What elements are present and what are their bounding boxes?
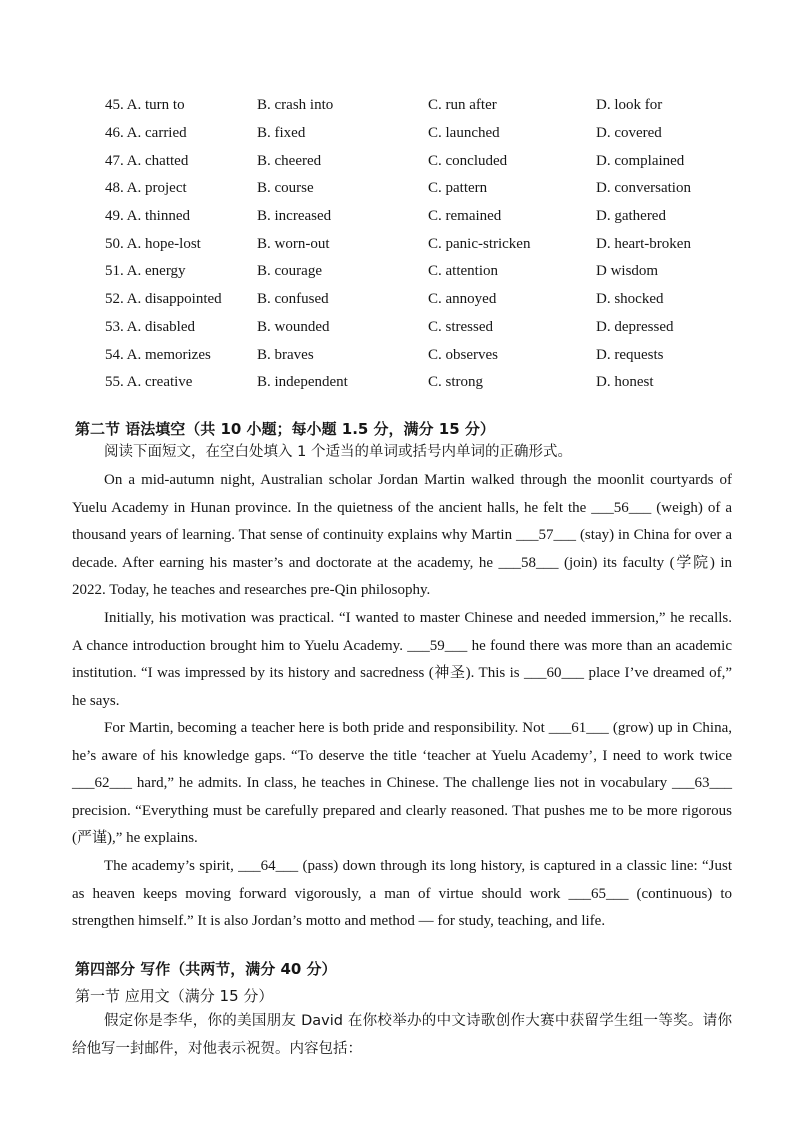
passage-paragraph-3: For Martin, becoming a teacher here is both pride and responsibility. Not ___61___ (grow) up in China, he’s aware of his knowledge gaps. “To deserve the title ‘teacher at Yuelu Academy’, I need to work twice ___62___ hard,” he admits. In class, he teaches in Chinese. The challenge lies not in vocabulary ___63___ precision. “Everything must be carefully prepared and clearly reasoned. That pushes me to be more rigorous (严谨),” he explains. xyxy=(72,720,732,847)
option-d: D. requests xyxy=(596,346,664,363)
option-b: B. courage xyxy=(257,263,322,280)
option-b: B. independent xyxy=(257,374,348,391)
section2-instruction: 阅读下面短文，在空白处填入 1 个适当的单词或括号内单词的正确形式。 xyxy=(104,444,572,460)
option-a: 51. A. energy xyxy=(105,263,186,280)
choice-row-54 xyxy=(105,341,785,369)
option-b: B. course xyxy=(257,180,314,197)
option-d: D. depressed xyxy=(596,318,674,335)
option-d: D. conversation xyxy=(596,180,691,197)
option-d: D. look for xyxy=(596,97,663,114)
part4-subheading: 第一节 应用文（满分 15 分） xyxy=(75,987,274,1005)
option-c: C. annoyed xyxy=(428,291,497,308)
option-c: C. launched xyxy=(428,125,500,142)
option-c: C. concluded xyxy=(428,152,508,169)
option-b: B. cheered xyxy=(257,152,322,169)
choice-table xyxy=(105,92,785,397)
choice-row-45 xyxy=(105,92,785,120)
option-d: D. shocked xyxy=(596,291,664,308)
option-d: D. covered xyxy=(596,125,662,142)
option-b: B. confused xyxy=(257,291,329,308)
writing-prompt: 假定你是李华，你的美国朋友 David 在你校举办的中文诗歌创作大赛中获留学生组一等奖。请你给他写一封邮件，对他表示祝贺。内容包括： xyxy=(72,1013,732,1057)
option-a: 54. A. memorizes xyxy=(105,346,211,363)
option-a: 47. A. chatted xyxy=(105,152,189,169)
section2-heading: 第二节 语法填空（共 10 小题；每小题 1.5 分，满分 15 分） xyxy=(75,420,495,438)
option-a: 48. A. project xyxy=(105,180,187,197)
option-a: 49. A. thinned xyxy=(105,208,190,225)
option-c: C. remained xyxy=(428,208,502,225)
option-c: C. strong xyxy=(428,374,484,391)
option-c: C. pattern xyxy=(428,180,488,197)
option-c: C. stressed xyxy=(428,318,493,335)
option-a: 55. A. creative xyxy=(105,374,193,391)
option-b: B. wounded xyxy=(257,318,330,335)
option-a: 46. A. carried xyxy=(105,125,187,142)
option-a: 52. A. disappointed xyxy=(105,291,222,308)
option-b: B. fixed xyxy=(257,125,306,142)
option-c: C. run after xyxy=(428,97,497,114)
option-b: B. worn-out xyxy=(257,235,330,252)
option-c: C. panic-stricken xyxy=(428,235,531,252)
choice-row-50 xyxy=(105,230,785,258)
choice-row-47 xyxy=(105,147,785,175)
choice-row-46 xyxy=(105,120,785,148)
option-d: D wisdom xyxy=(596,263,659,280)
option-c: C. observes xyxy=(428,346,498,363)
option-d: D. honest xyxy=(596,374,654,391)
passage-paragraph-2: Initially, his motivation was practical. “I wanted to master Chinese and needed immersion,” he recalls. A chance introduction brought him to Yuelu Academy. ___59___ he found there was more than an academic institution. “I was impressed by its history and sacredness (神圣). This is ___60___ place I’ve dreamed of,” he says. xyxy=(72,610,732,709)
choice-row-53 xyxy=(105,314,785,342)
option-b: B. crash into xyxy=(257,97,334,114)
choice-row-48 xyxy=(105,175,785,203)
option-d: D. gathered xyxy=(596,208,666,225)
option-c: C. attention xyxy=(428,263,498,280)
option-b: B. braves xyxy=(257,346,314,363)
choice-row-55 xyxy=(105,369,785,397)
choice-row-49 xyxy=(105,203,785,231)
passage-paragraph-1: On a mid-autumn night, Australian scholar Jordan Martin walked through the moonlit courtyards of Yuelu Academy in Hunan province. In the quietness of the ancient halls, he felt the ___56___ (weigh) of a thousand years of learning. That sense of continuity explains why Martin ___57___ (stay) in China for over a decade. After earning his master’s and doctorate at the academy, he ___58___ (join) its faculty (学院) in 2022. Today, he teaches and researches pre-Qin philosophy. xyxy=(72,472,732,599)
option-d: D. heart-broken xyxy=(596,235,691,252)
passage-paragraph-4: The academy’s spirit, ___64___ (pass) down through its long history, is captured in a classic line: “Just as heaven keeps moving forward vigorously, a man of virtue should work ___65___ (continuous) to strengthen himself.” It is also Jordan’s motto and method — for study, teaching, and life. xyxy=(72,858,732,930)
option-a: 53. A. disabled xyxy=(105,318,195,335)
option-b: B. increased xyxy=(257,208,332,225)
option-a: 45. A. turn to xyxy=(105,97,185,114)
option-d: D. complained xyxy=(596,152,685,169)
option-a: 50. A. hope-lost xyxy=(105,235,201,252)
choice-row-51 xyxy=(105,258,785,286)
choice-row-52 xyxy=(105,286,785,314)
part4-heading: 第四部分 写作（共两节，满分 40 分） xyxy=(75,960,337,978)
